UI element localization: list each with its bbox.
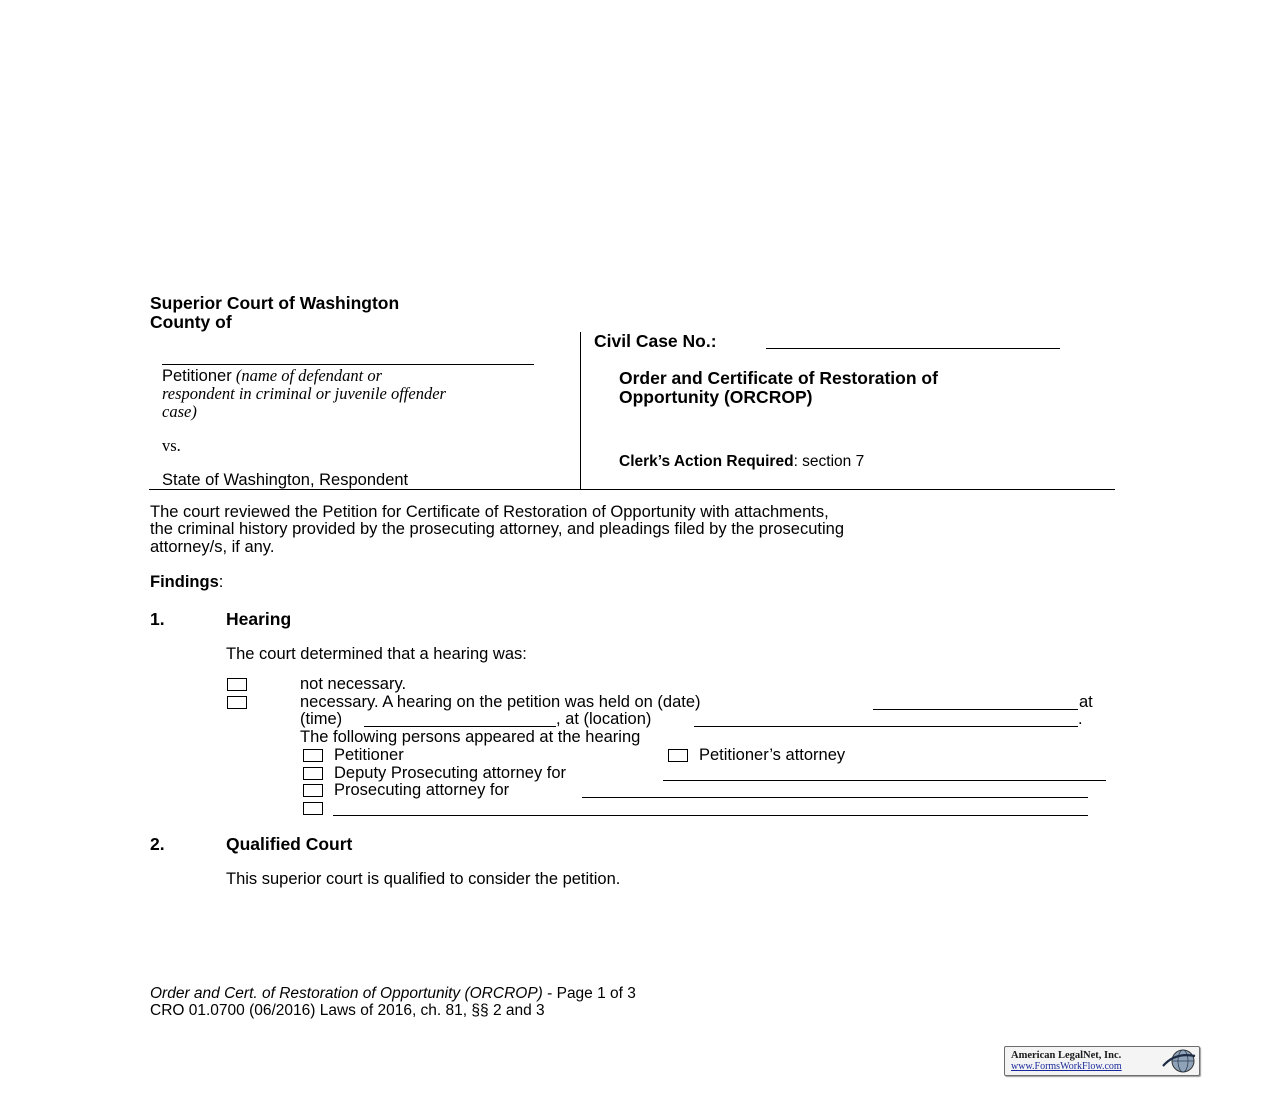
prosecutor-checkbox[interactable]: [303, 784, 323, 797]
logo-company: American LegalNet, Inc.: [1011, 1050, 1122, 1061]
hearing-time-field[interactable]: [364, 726, 556, 727]
necessary-checkbox[interactable]: [227, 696, 247, 709]
american-legalnet-logo[interactable]: [1004, 1046, 1200, 1076]
court-name: Superior Court of Washington: [150, 293, 400, 313]
footer-page-info: - Page 1 of 3: [542, 985, 636, 1002]
globe-icon: [1161, 1048, 1197, 1074]
order-title-line2: Opportunity (ORCROP): [619, 387, 813, 407]
deputy-prosecutor-field[interactable]: [663, 780, 1106, 781]
hearing-date-field[interactable]: [873, 709, 1078, 710]
findings-label: Findings: [150, 573, 219, 591]
petitioner-name-field[interactable]: [162, 364, 534, 365]
versus: vs.: [162, 436, 181, 455]
prosecutor-label: Prosecuting attorney for: [334, 781, 510, 799]
footer-form-code: CRO 01.0700 (06/2016) Laws of 2016, ch. 81, §§ 2 and 3: [150, 1002, 545, 1019]
clerk-action: [619, 453, 864, 470]
petitioner-attorney-checkbox[interactable]: [668, 749, 688, 762]
prosecutor-field[interactable]: [582, 797, 1088, 798]
not-necessary-checkbox[interactable]: [227, 678, 247, 691]
respondent: State of Washington, Respondent: [162, 471, 409, 489]
petitioner-hint-line2: respondent in criminal or juvenile offender: [162, 384, 446, 403]
section1-title: Hearing: [226, 609, 292, 629]
not-necessary-label: not necessary.: [300, 675, 407, 693]
other-person-checkbox[interactable]: [303, 802, 323, 815]
petitioner-label: Petitioner: [162, 367, 232, 385]
location-label: , at (location): [556, 710, 652, 728]
county-label: County of: [150, 312, 232, 332]
persons-lead: The following persons appeared at the hearing: [300, 728, 641, 746]
footer-form-title: Order and Cert. of Restoration of Opportunity (ORCROP): [150, 985, 543, 1002]
petitioner-hint-line3: case): [162, 402, 197, 421]
caption-bottom-rule: [149, 489, 1115, 490]
intro-line1: The court reviewed the Petition for Certificate of Restoration of Opportunity with attachments,: [150, 503, 829, 521]
order-title-line1: Order and Certificate of Restoration of: [619, 368, 938, 388]
case-number-field[interactable]: [766, 348, 1060, 349]
deputy-prosecutor-checkbox[interactable]: [303, 767, 323, 780]
clerk-action-label: Clerk’s Action Required: [619, 453, 794, 470]
intro-line3: attorney/s, if any.: [150, 538, 275, 556]
time-label: (time): [300, 710, 343, 728]
findings-heading: [150, 573, 223, 591]
petitioner-appeared-label: Petitioner: [334, 746, 404, 764]
clerk-action-value: : section 7: [793, 453, 865, 470]
petitioner-attorney-label: Petitioner’s attorney: [699, 746, 846, 764]
petitioner-checkbox[interactable]: [303, 749, 323, 762]
caption-divider: [580, 332, 581, 489]
intro-line2: the criminal history provided by the prosecuting attorney, and pleadings filed by the prosecuting: [150, 520, 845, 538]
necessary-label: necessary. A hearing on the petition was held on (date): [300, 693, 701, 711]
section2-number: 2.: [150, 834, 165, 854]
petitioner-hint: (name of defendant or: [231, 366, 383, 385]
logo-url[interactable]: www.FormsWorkFlow.com: [1011, 1061, 1122, 1072]
section1-number: 1.: [150, 609, 165, 629]
findings-colon: :: [218, 573, 224, 591]
location-period: .: [1078, 710, 1083, 728]
hearing-location-field[interactable]: [694, 726, 1078, 727]
deputy-prosecutor-label: Deputy Prosecuting attorney for: [334, 764, 567, 782]
petitioner-label-line: [162, 367, 382, 385]
section1-lead: The court determined that a hearing was:: [226, 645, 527, 663]
case-number-label: Civil Case No.:: [594, 331, 717, 351]
necessary-at: at: [1079, 693, 1093, 711]
section2-title: Qualified Court: [226, 834, 353, 854]
footer-title-line: [150, 985, 636, 1002]
section2-text: This superior court is qualified to consider the petition.: [226, 870, 621, 888]
other-person-field[interactable]: [333, 815, 1088, 816]
